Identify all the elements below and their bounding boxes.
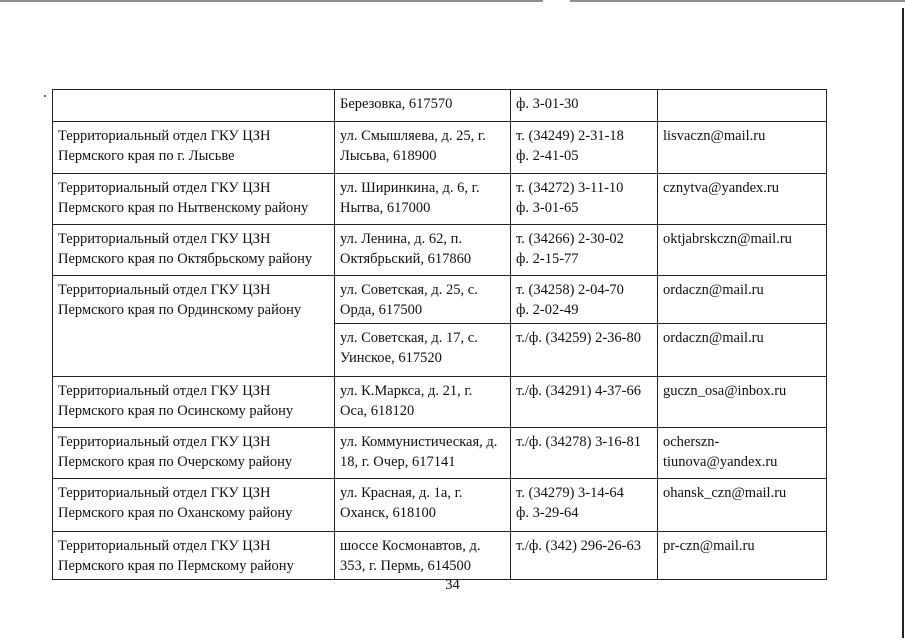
table-row xyxy=(53,532,827,580)
address-cell: ул. Красная, д. 1а, г. Оханск, 618100 xyxy=(335,479,511,532)
phone-cell: т./ф. (34278) 3-16-81 xyxy=(511,428,658,479)
dept-cell: Территориальный отдел ГКУ ЦЗН Пермского края по Ординскому району xyxy=(53,276,335,377)
table-row xyxy=(53,428,827,479)
email-cell: pr-czn@mail.ru xyxy=(658,532,827,580)
address-cell: ул. Ленина, д. 62, п. Октябрьский, 617860 xyxy=(335,225,511,276)
scan-edge xyxy=(0,0,905,2)
address-cell: Березовка, 617570 xyxy=(335,90,511,122)
email-cell: cznytva@yandex.ru xyxy=(658,174,827,225)
email-cell: lisvaczn@mail.ru xyxy=(658,122,827,174)
address-cell: ул. К.Маркса, д. 21, г. Оса, 618120 xyxy=(335,377,511,428)
dept-cell xyxy=(53,90,335,122)
dept-cell: Территориальный отдел ГКУ ЦЗН Пермского края по г. Лысьве xyxy=(53,122,335,174)
page-number: 34 xyxy=(445,577,460,593)
email-cell xyxy=(658,90,827,122)
address-cell: ул. Ширинкина, д. 6, г. Нытва, 617000 xyxy=(335,174,511,225)
phone-cell: т. (34279) 3-14-64 ф. 3-29-64 xyxy=(511,479,658,532)
phone-cell: т./ф. (34291) 4-37-66 xyxy=(511,377,658,428)
address-cell: ул. Коммунистическая, д. 18, г. Очер, 617141 xyxy=(335,428,511,479)
email-cell: ohansk_czn@mail.ru xyxy=(658,479,827,532)
contacts-table xyxy=(52,89,827,580)
email-cell: guczn_osa@inbox.ru xyxy=(658,377,827,428)
dept-cell: Территориальный отдел ГКУ ЦЗН Пермского края по Октябрьскому району xyxy=(53,225,335,276)
table-row xyxy=(53,174,827,225)
phone-cell: т./ф. (34259) 2-36-80 xyxy=(511,324,658,377)
phone-cell: т. (34249) 2-31-18 ф. 2-41-05 xyxy=(511,122,658,174)
table-row xyxy=(53,122,827,174)
address-cell: ул. Смышляева, д. 25, г. Лысьва, 618900 xyxy=(335,122,511,174)
email-cell: oktjabrskczn@mail.ru xyxy=(658,225,827,276)
phone-cell: т. (34272) 3-11-10 ф. 3-01-65 xyxy=(511,174,658,225)
phone-cell: ф. 3-01-30 xyxy=(511,90,658,122)
dept-cell: Территориальный отдел ГКУ ЦЗН Пермского края по Очерскому району xyxy=(53,428,335,479)
table-row xyxy=(53,479,827,532)
address-cell: ул. Советская, д. 25, с. Орда, 617500 xyxy=(335,276,511,324)
table-row xyxy=(53,90,827,122)
address-cell: ул. Советская, д. 17, с. Уинское, 617520 xyxy=(335,324,511,377)
table-row xyxy=(53,377,827,428)
phone-cell: т. (34266) 2-30-02 ф. 2-15-77 xyxy=(511,225,658,276)
phone-cell: т. (34258) 2-04-70 ф. 2-02-49 xyxy=(511,276,658,324)
email-cell: ordaczn@mail.ru xyxy=(658,324,827,377)
table-row xyxy=(53,276,827,324)
table-row xyxy=(53,225,827,276)
address-cell: шоссе Космонавтов, д. 353, г. Пермь, 614500 xyxy=(335,532,511,580)
dept-cell: Территориальный отдел ГКУ ЦЗН Пермского края по Осинскому району xyxy=(53,377,335,428)
dept-cell: Территориальный отдел ГКУ ЦЗН Пермского края по Нытвенскому району xyxy=(53,174,335,225)
phone-cell: т./ф. (342) 296-26-63 xyxy=(511,532,658,580)
email-cell: ocherszn- tiunova@yandex.ru xyxy=(658,428,827,479)
dept-cell: Территориальный отдел ГКУ ЦЗН Пермского края по Оханскому району xyxy=(53,479,335,532)
email-cell: ordaczn@mail.ru xyxy=(658,276,827,324)
dept-cell: Территориальный отдел ГКУ ЦЗН Пермского края по Пермскому району xyxy=(53,532,335,580)
